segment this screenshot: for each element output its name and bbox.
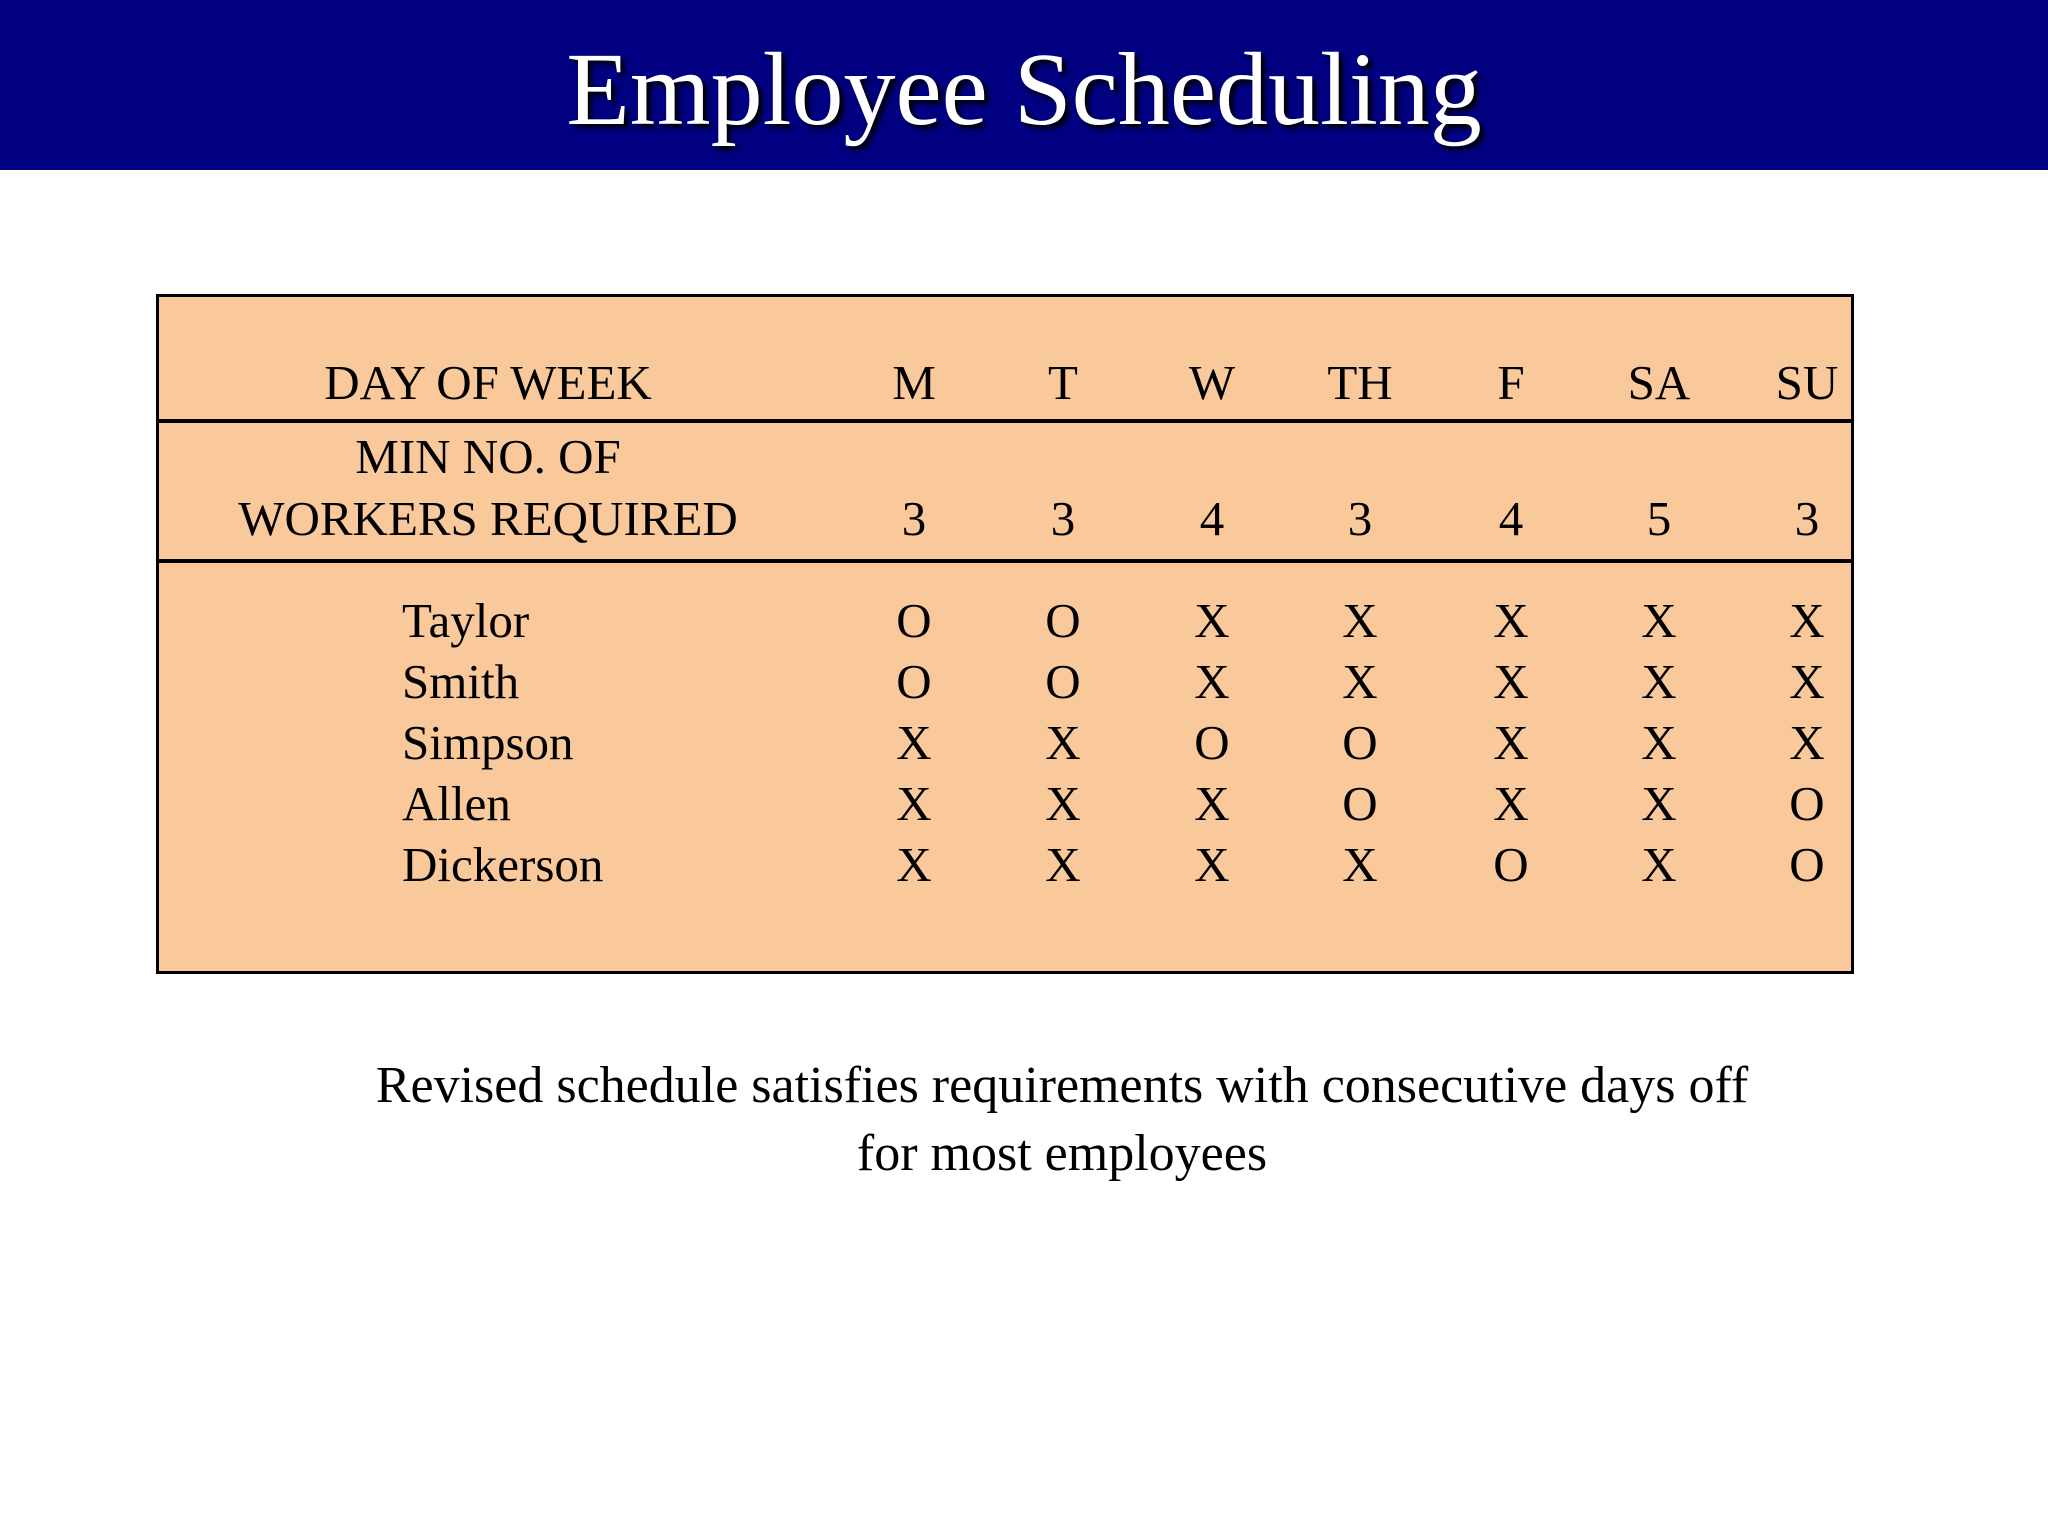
schedule-cell: X bbox=[1789, 593, 1825, 648]
schedule-cell: X bbox=[1342, 593, 1378, 648]
min-required-value: 3 bbox=[1794, 491, 1820, 546]
schedule-cell: X bbox=[1342, 837, 1378, 892]
schedule-cell: X bbox=[896, 776, 932, 831]
schedule-table bbox=[156, 294, 1854, 974]
schedule-cell: O bbox=[1194, 715, 1230, 770]
schedule-cell: X bbox=[1641, 654, 1677, 709]
min-required-value: 4 bbox=[1498, 491, 1524, 546]
day-header: T bbox=[1048, 355, 1078, 410]
schedule-cell: X bbox=[1194, 593, 1230, 648]
schedule-cell: X bbox=[1789, 654, 1825, 709]
min-label-line2: WORKERS REQUIRED bbox=[238, 491, 738, 546]
slide-title: Employee Scheduling bbox=[566, 32, 1482, 147]
schedule-cell: O bbox=[1789, 837, 1825, 892]
day-header: F bbox=[1497, 355, 1525, 410]
schedule-cell: O bbox=[1342, 776, 1378, 831]
employee-name: Allen bbox=[402, 776, 511, 831]
schedule-cell: O bbox=[1045, 654, 1081, 709]
schedule-cell: X bbox=[1194, 654, 1230, 709]
schedule-cell: O bbox=[1342, 715, 1378, 770]
schedule-cell: O bbox=[1493, 837, 1529, 892]
min-required-value: 5 bbox=[1646, 491, 1672, 546]
schedule-cell: X bbox=[1493, 593, 1529, 648]
header-divider bbox=[159, 419, 1851, 423]
schedule-cell: X bbox=[1342, 654, 1378, 709]
min-required-value: 3 bbox=[901, 491, 927, 546]
schedule-cell: O bbox=[1045, 593, 1081, 648]
min-label-line1: MIN NO. OF bbox=[355, 429, 621, 484]
employee-name: Simpson bbox=[402, 715, 574, 770]
schedule-cell: X bbox=[1493, 715, 1529, 770]
schedule-cell: X bbox=[1194, 837, 1230, 892]
day-header: SA bbox=[1627, 355, 1691, 410]
day-header: W bbox=[1188, 355, 1236, 410]
schedule-cell: X bbox=[1045, 837, 1081, 892]
schedule-cell: X bbox=[1493, 654, 1529, 709]
schedule-cell: X bbox=[1045, 715, 1081, 770]
schedule-cell: X bbox=[896, 715, 932, 770]
schedule-cell: X bbox=[1641, 776, 1677, 831]
schedule-cell: O bbox=[896, 654, 932, 709]
caption-line2: for most employees bbox=[856, 1125, 1268, 1182]
schedule-cell: X bbox=[1789, 715, 1825, 770]
schedule-cell: X bbox=[896, 837, 932, 892]
min-required-value: 4 bbox=[1199, 491, 1225, 546]
employee-name: Dickerson bbox=[402, 837, 604, 892]
min-required-value: 3 bbox=[1347, 491, 1373, 546]
employee-name: Taylor bbox=[402, 593, 530, 648]
employee-name: Smith bbox=[402, 654, 520, 709]
day-header: TH bbox=[1327, 355, 1393, 410]
schedule-cell: X bbox=[1641, 593, 1677, 648]
day-header: SU bbox=[1775, 355, 1839, 410]
schedule-cell: O bbox=[1789, 776, 1825, 831]
schedule-cell: X bbox=[1641, 837, 1677, 892]
schedule-cell: X bbox=[1493, 776, 1529, 831]
schedule-cell: X bbox=[1194, 776, 1230, 831]
header-label: DAY OF WEEK bbox=[324, 355, 652, 410]
schedule-cell: X bbox=[1045, 776, 1081, 831]
caption bbox=[0, 1052, 2048, 1188]
min-required-value: 3 bbox=[1050, 491, 1076, 546]
caption-line1: Revised schedule satisfies requirements with consecutive days off bbox=[375, 1057, 1749, 1114]
min-row-divider bbox=[159, 559, 1851, 563]
day-header: M bbox=[892, 355, 936, 410]
schedule-cell: O bbox=[896, 593, 932, 648]
schedule-cell: X bbox=[1641, 715, 1677, 770]
